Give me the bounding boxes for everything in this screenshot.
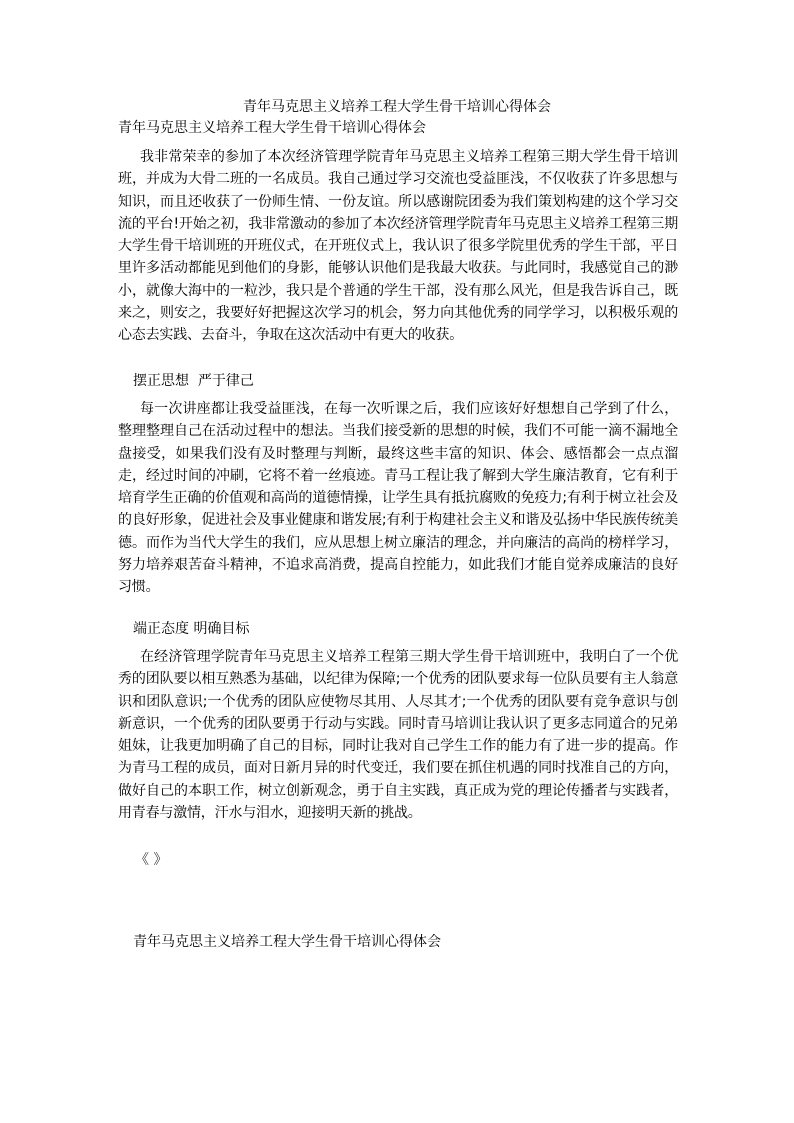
footer-title: 青年马克思主义培养工程大学生骨干培训心得体会	[133, 934, 441, 950]
book-title-marks: 《 》	[135, 852, 168, 868]
document-title: 青年马克思主义培养工程大学生骨干培训心得体会	[243, 99, 551, 115]
section-heading-1: 摆正思想 严于律己	[133, 373, 254, 389]
paragraph-section-1: 每一次讲座都让我受益匪浅，在每一次听课之后，我们应该好好想想自己学到了什么，整理整理自己在活动过程中的想法。当我们接受新的思想的时候，我们不可能一滴不漏地全盘接受，如果我们没有及时整理与判断，最终这些丰富的知识、体会、感悟都会一点点溜走，经过时间的冲刷，它将不着一丝痕迹。青马工程让我了解到大学生廉洁教育，它有利于培育学生正确的价值观和高尚的道德情操，让学生具有抵抗腐败的免疫力;有利于树立社会及的良好形象，促进社会及事业健康和谐发展;有利于构建社会主义和谐及弘扬中华民族传统美德。而作为当代大学生的我们，应从思想上树立廉洁的理念，并向廉洁的高尚的榜样学习，努力培养艰苦奋斗精神，不追求高消费，提高自控能力，如此我们才能自觉养成廉洁的良好习惯。	[118, 401, 678, 596]
document-subtitle: 青年马克思主义培养工程大学生骨干培训心得体会	[118, 120, 426, 136]
paragraph-section-2: 在经济管理学院青年马克思主义培养工程第三期大学生骨干培训班中，我明白了一个优秀的团队要以相互熟悉为基础，以纪律为保障;一个优秀的团队要求每一位队员要有主人翁意识和团队意识;一个优秀的团队应使物尽其用、人尽其才;一个优秀的团队要有竞争意识与创新意识，一个优秀的团队要勇于行动与实践。同时青马培训让我认识了更多志同道合的兄弟姐妹，让我更加明确了自己的目标，同时让我对自己学生工作的能力有了进一步的提高。作为青马工程的成员，面对日新月异的时代变迁，我们要在抓住机遇的同时找准自己的方向，做好自己的本职工作，树立创新观念，勇于自主实践，真正成为党的理论传播者与实践者，用青春与激情，汗水与泪水，迎接明天新的挑战。	[118, 649, 678, 822]
paragraph-intro: 我非常荣幸的参加了本次经济管理学院青年马克思主义培养工程第三期大学生骨干培训班，并成为大骨二班的一名成员。我自己通过学习交流也受益匪浅，不仅收获了许多思想与知识，而且还收获了一份师生情、一份友谊。所以感谢院团委为我们策划构建的这个学习交流的平台!开始之初，我非常激动的参加了本次经济管理学院青年马克思主义培养工程第三期大学生骨干培训班的开班仪式，在开班仪式上，我认识了很多学院里优秀的学生干部，平日里许多活动都能见到他们的身影，能够认识他们是我最大收获。与此同时，我感觉自己的渺小，就像大海中的一粒沙，我只是个普通的学生干部，没有那么风光，但是我告诉自己，既来之，则安之，我要好好把握这次学习的机会，努力向其他优秀的同学学习，以积极乐观的心态去实践、去奋斗，争取在这次活动中有更大的收获。	[118, 149, 678, 344]
section-heading-2: 端正态度 明确目标	[133, 621, 250, 637]
